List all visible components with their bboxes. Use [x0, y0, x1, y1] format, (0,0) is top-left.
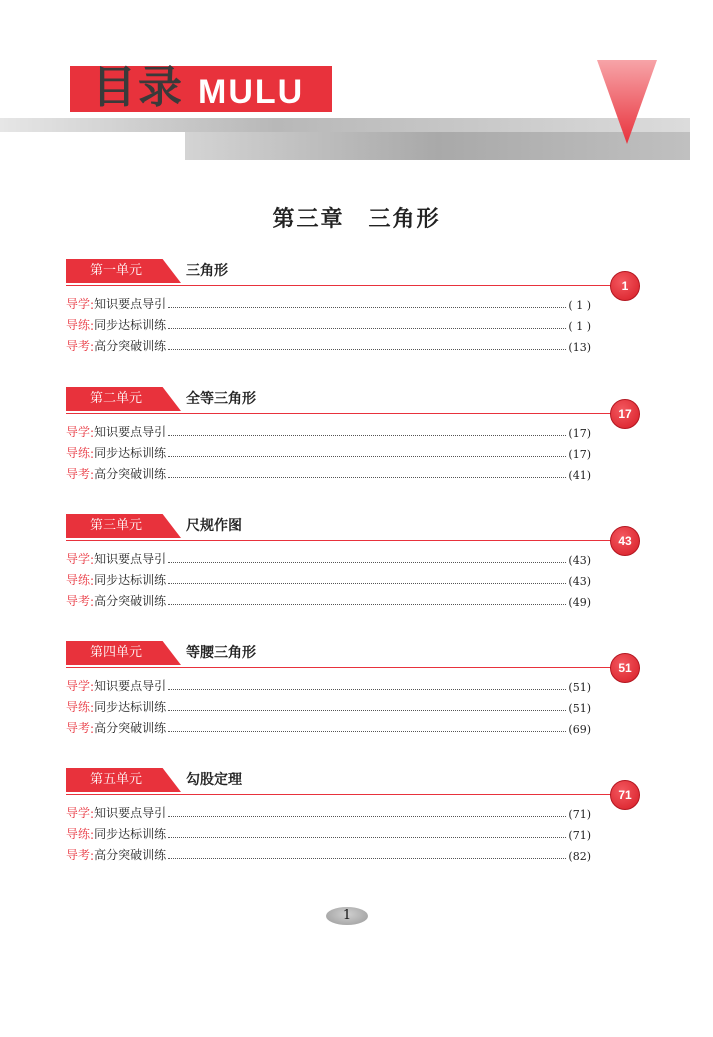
leader-dots	[168, 710, 566, 711]
toc-page: (71)	[568, 829, 591, 842]
unit-section	[66, 387, 646, 507]
leader-dots	[168, 456, 566, 457]
toc-category: 导练	[66, 573, 91, 587]
unit-name: 勾股定理	[186, 772, 242, 788]
toc-topic: 同步达标训练	[94, 446, 167, 460]
toc-page: (51)	[568, 681, 591, 694]
unit-tab-label: 第二单元	[89, 391, 142, 406]
toc-topic: 知识要点导引	[94, 552, 167, 566]
toc-entry[interactable]: 导学 : 知识要点导引 (43)	[66, 552, 591, 567]
toc-category: 导考	[66, 467, 91, 481]
toc-entry[interactable]: 导考 : 高分突破训练 (13)	[66, 339, 591, 354]
leader-dots	[168, 816, 566, 817]
unit-tab-label: 第五单元	[89, 772, 142, 787]
toc-topic: 高分突破训练	[94, 721, 167, 735]
unit-section	[66, 768, 646, 888]
toc-page: (43)	[568, 575, 591, 588]
leader-dots	[168, 562, 566, 563]
chapter-title: 第三章 三角形	[272, 206, 441, 232]
leader-dots	[168, 731, 566, 732]
toc-page: ( 1 )	[568, 299, 591, 312]
toc-category: 导练	[66, 700, 91, 714]
leader-dots	[168, 328, 566, 329]
unit-section	[66, 641, 646, 761]
unit-tab-label: 第一单元	[89, 263, 142, 278]
toc-category: 导学	[66, 297, 91, 311]
unit-tab-label: 第三单元	[89, 518, 142, 533]
page-badge: 43	[610, 526, 640, 556]
toc-topic: 高分突破训练	[94, 594, 167, 608]
toc-entry[interactable]: 导考 : 高分突破训练 (49)	[66, 594, 591, 609]
toc-page: (49)	[568, 596, 591, 609]
toc-page: (13)	[568, 341, 591, 354]
toc-topic: 知识要点导引	[94, 679, 167, 693]
leader-dots	[168, 837, 566, 838]
page-badge: 1	[610, 271, 640, 301]
unit-divider	[66, 540, 616, 541]
toc-topic: 高分突破训练	[94, 339, 167, 353]
unit-name: 全等三角形	[186, 391, 256, 407]
toc-page: (71)	[568, 808, 591, 821]
unit-divider	[66, 413, 616, 414]
unit-section	[66, 514, 646, 634]
leader-dots	[168, 858, 566, 859]
unit-divider	[66, 667, 616, 668]
toc-topic: 高分突破训练	[94, 848, 167, 862]
unit-tab-label: 第四单元	[89, 645, 142, 660]
toc-entry[interactable]: 导学 : 知识要点导引 (51)	[66, 679, 591, 694]
unit-name: 尺规作图	[186, 518, 242, 534]
toc-entry[interactable]: 导练 : 同步达标训练 (43)	[66, 573, 591, 588]
toc-page: (82)	[568, 850, 591, 863]
leader-dots	[168, 689, 566, 690]
toc-page: (51)	[568, 702, 591, 715]
toc-category: 导考	[66, 339, 91, 353]
toc-category: 导考	[66, 848, 91, 862]
toc-topic: 知识要点导引	[94, 297, 167, 311]
leader-dots	[168, 477, 566, 478]
leader-dots	[168, 349, 566, 350]
triangle-decoration-icon	[597, 60, 657, 150]
toc-entry[interactable]: 导练 : 同步达标训练 (71)	[66, 827, 591, 842]
leader-dots	[168, 583, 566, 584]
page-number: 1	[326, 907, 368, 925]
toc-topic: 同步达标训练	[94, 827, 167, 841]
toc-entry[interactable]: 导练 : 同步达标训练 ( 1 )	[66, 318, 591, 333]
page-badge: 17	[610, 399, 640, 429]
toc-page: (17)	[568, 448, 591, 461]
toc-topic: 同步达标训练	[94, 573, 167, 587]
toc-topic: 知识要点导引	[94, 806, 167, 820]
toc-category: 导练	[66, 446, 91, 460]
toc-topic: 知识要点导引	[94, 425, 167, 439]
unit-name: 等腰三角形	[186, 645, 256, 661]
toc-topic: 同步达标训练	[94, 318, 167, 332]
toc-entry[interactable]: 导学 : 知识要点导引 ( 1 )	[66, 297, 591, 312]
toc-entry[interactable]: 导考 : 高分突破训练 (41)	[66, 467, 591, 482]
toc-entry[interactable]: 导练 : 同步达标训练 (51)	[66, 700, 591, 715]
leader-dots	[168, 435, 566, 436]
title-pinyin: MULU	[198, 73, 305, 111]
toc-category: 导考	[66, 594, 91, 608]
header-gray-band	[0, 118, 690, 132]
unit-divider	[66, 794, 616, 795]
unit-name: 三角形	[186, 263, 228, 279]
toc-topic: 同步达标训练	[94, 700, 167, 714]
title-chinese: 目录	[92, 62, 184, 113]
toc-category: 导练	[66, 318, 91, 332]
toc-page: (43)	[568, 554, 591, 567]
toc-page: (41)	[568, 469, 591, 482]
toc-category: 导学	[66, 679, 91, 693]
toc-entry[interactable]: 导学 : 知识要点导引 (17)	[66, 425, 591, 440]
toc-page: (17)	[568, 427, 591, 440]
toc-category: 导练	[66, 827, 91, 841]
page-badge: 51	[610, 653, 640, 683]
toc-page: (69)	[568, 723, 591, 736]
toc-topic: 高分突破训练	[94, 467, 167, 481]
page-badge: 71	[610, 780, 640, 810]
toc-entry[interactable]: 导练 : 同步达标训练 (17)	[66, 446, 591, 461]
unit-section	[66, 259, 646, 379]
toc-category: 导学	[66, 806, 91, 820]
toc-entry[interactable]: 导考 : 高分突破训练 (82)	[66, 848, 591, 863]
toc-entry[interactable]: 导学 : 知识要点导引 (71)	[66, 806, 591, 821]
toc-page: ( 1 )	[568, 320, 591, 333]
unit-divider	[66, 285, 616, 286]
toc-category: 导学	[66, 425, 91, 439]
toc-category: 导考	[66, 721, 91, 735]
leader-dots	[168, 307, 566, 308]
toc-category: 导学	[66, 552, 91, 566]
toc-entry[interactable]: 导考 : 高分突破训练 (69)	[66, 721, 591, 736]
leader-dots	[168, 604, 566, 605]
